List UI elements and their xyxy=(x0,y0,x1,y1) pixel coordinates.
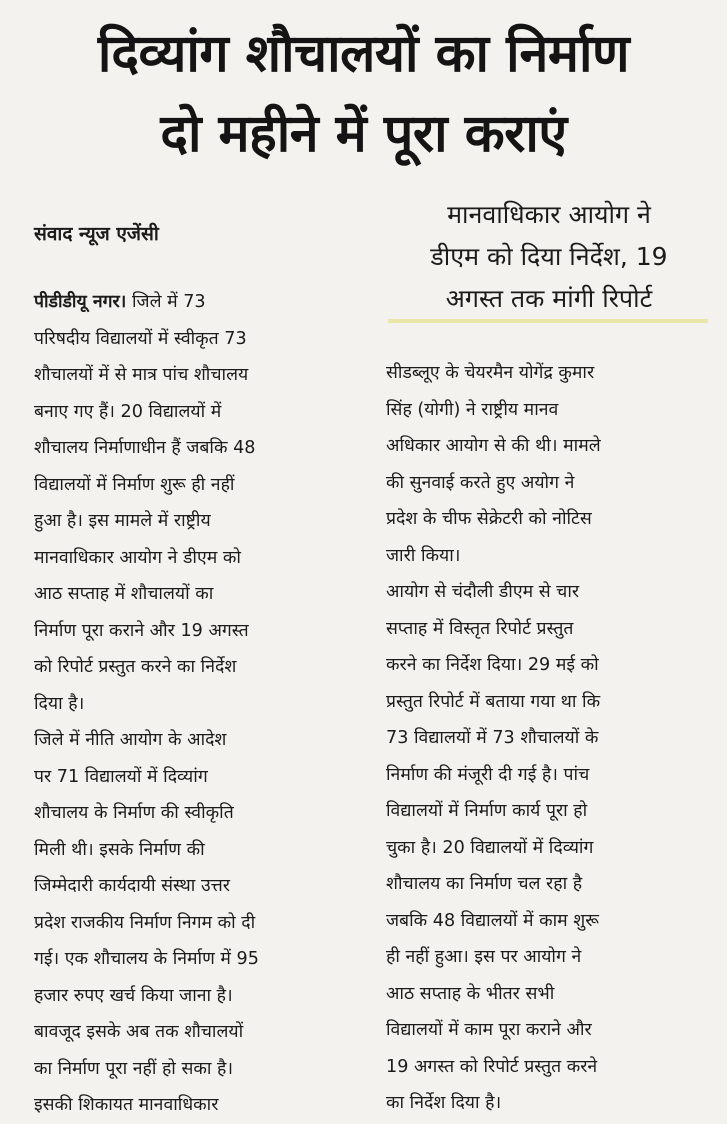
column-line: विद्यालयों में निर्माण शुरू ही नहीं xyxy=(34,474,235,495)
column-line: की सुनवाई करते हुए अयोग ने xyxy=(386,472,575,493)
column-line: सप्ताह में विस्तृत रिपोर्ट प्रस्तुत xyxy=(386,618,574,639)
byline: संवाद न्यूज एजेंसी xyxy=(34,223,159,245)
dateline: पीडीडीयू नगर। xyxy=(34,292,127,312)
column-line: शौचालयों में से मात्र पांच शौचालय xyxy=(34,365,249,385)
column-line: आठ सप्ताह के भीतर सभी xyxy=(386,983,555,1004)
column-line: गई। एक शौचालय के निर्माण में 95 xyxy=(34,949,259,969)
column-line: प्रस्तुत रिपोर्ट में बताया गया था कि xyxy=(386,691,601,712)
column-line: मानवाधिकार आयोग ने डीएम को xyxy=(34,547,241,568)
column-line: 73 विद्यालयों में 73 शौचालयों के xyxy=(386,728,599,748)
column-line: प्रदेश के चीफ सेक्रेटरी को नोटिस xyxy=(386,509,592,529)
column-line: जबकि 48 विद्यालयों में काम शुरू xyxy=(386,910,599,931)
column-line xyxy=(34,284,364,321)
column-line: चुका है। 20 विद्यालयों में दिव्यांग xyxy=(386,837,594,858)
column-line: हजार रुपए खर्च किया जाना है। xyxy=(34,985,233,1006)
column-line: विद्यालयों में निर्माण कार्य पूरा हो xyxy=(386,801,588,821)
column-line: को रिपोर्ट प्रस्तुत करने का निर्देश xyxy=(34,657,237,677)
column-line: इसकी शिकायत मानवाधिकार xyxy=(34,1095,219,1115)
column-line: का निर्देश दिया है। xyxy=(386,1093,502,1113)
column-line: निर्माण की मंजूरी दी गई है। पांच xyxy=(386,764,590,785)
subheadline-line-3: अगस्त तक मांगी रिपोर्ट xyxy=(445,284,653,313)
column-line: निर्माण पूरा कराने और 19 अगस्त xyxy=(34,620,249,641)
subheadline-line-1: मानवाधिकार आयोग ने xyxy=(447,200,651,229)
article-column-left xyxy=(34,284,364,1124)
column-line: शौचालय निर्माणाधीन हैं जबकि 48 xyxy=(34,438,256,458)
article-column-right xyxy=(386,355,706,1122)
headline-line-2: दो महीने में पूरा कराएं xyxy=(160,104,567,164)
column-line: बनाए गए हैं। 20 विद्यालयों में xyxy=(34,401,222,422)
column-line: 19 अगस्त को रिपोर्ट प्रस्तुत करने xyxy=(386,1056,598,1077)
headline-line-1: दिव्यांग शौचालयों का निर्माण xyxy=(97,24,630,84)
column-line: शौचालय का निर्माण चल रहा है xyxy=(386,874,583,894)
column-line: अधिकार आयोग से की थी। मामले xyxy=(386,436,601,456)
column-line: का निर्माण पूरा नहीं हो सका है। xyxy=(34,1058,234,1079)
column-line: जारी किया। xyxy=(386,545,461,566)
column-line: पर 71 विद्यालयों में दिव्यांग xyxy=(34,766,208,787)
column-line: परिषदीय विद्यालयों में स्वीकृत 73 xyxy=(34,328,247,349)
column-line-text: जिले में 73 xyxy=(126,292,206,312)
column-line: आयोग से चंदौली डीएम से चार xyxy=(386,582,580,602)
column-line: ही नहीं हुआ। इस पर आयोग ने xyxy=(386,947,582,967)
column-line: मिली थी। इसके निर्माण की xyxy=(34,839,205,860)
subheadline-line-2: डीएम को दिया निर्देश, 19 xyxy=(430,242,668,271)
column-line: शौचालय के निर्माण की स्वीकृति xyxy=(34,803,234,823)
subheadline xyxy=(388,194,710,320)
column-line: बावजूद इसके अब तक शौचालयों xyxy=(34,1022,244,1042)
column-line: प्रदेश राजकीय निर्माण निगम को दी xyxy=(34,912,256,933)
column-line: सिंह (योगी) ने राष्ट्रीय मानव xyxy=(386,399,559,420)
column-line: दिया है। xyxy=(34,693,85,714)
column-line: करने का निर्देश दिया। 29 मई को xyxy=(386,655,599,675)
headline xyxy=(0,14,727,174)
column-line: जिले में नीति आयोग के आदेश xyxy=(34,730,227,750)
column-line: हुआ है। इस मामले में राष्ट्रीय xyxy=(34,511,211,531)
subheadline-underline xyxy=(388,319,708,323)
column-line: विद्यालयों में काम पूरा कराने और xyxy=(386,1020,592,1040)
column-line: सीडब्लूए के चेयरमैन योगेंद्र कुमार xyxy=(386,363,595,383)
column-line: जिम्मेदारी कार्यदायी संस्था उत्तर xyxy=(34,876,230,896)
column-line: आठ सप्ताह में शौचालयों का xyxy=(34,584,214,604)
